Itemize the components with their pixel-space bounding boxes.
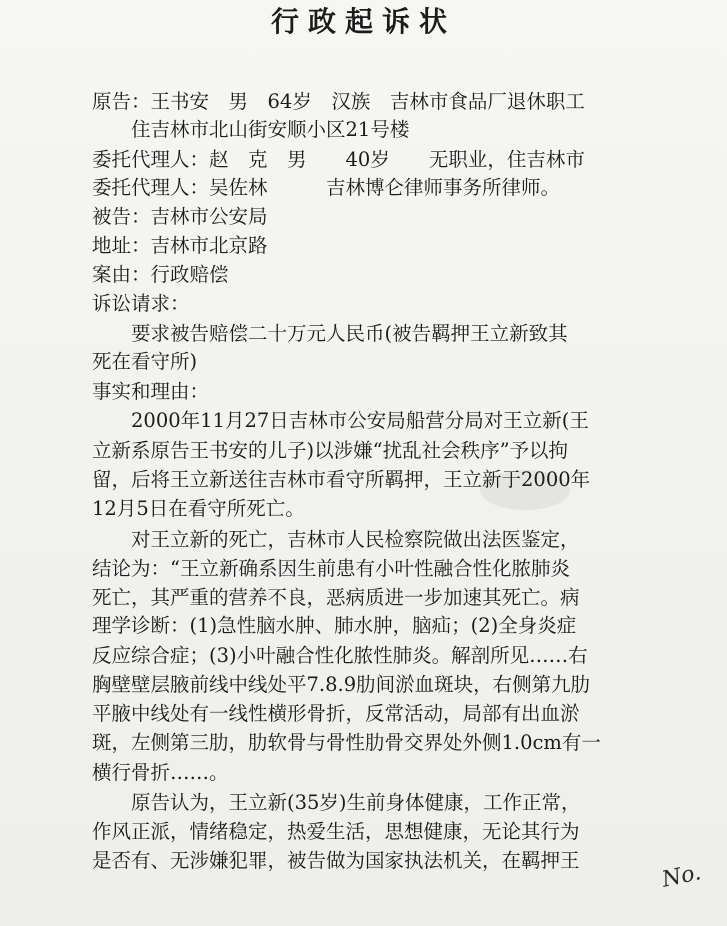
document-title: 行政起诉状 [270,5,456,38]
document-line: 死在看守所) [92,350,198,373]
handwritten-page-mark: No. [659,860,704,893]
document-line: 对王立新的死亡，吉林市人民检察院做出法医鉴定， [92,528,580,551]
document-line: 斑，左侧第三肋，肋软骨与骨性肋骨交界处外侧1.0cm有一 [92,731,601,754]
document-line: 理学诊断：(1)急性脑水肿、肺水肿，脑疝；(2)全身炎症 [92,614,577,637]
document-line: 12月5日在看守所死亡。 [92,497,305,520]
document-line: 案由：行政赔偿 [92,263,229,286]
document-line: 留，后将王立新送往吉林市看守所羁押，王立新于2000年 [92,468,591,491]
document-line: 反应综合症；(3)小叶融合性化脓性肺炎。解剖所见……右 [92,644,588,667]
document-line: 作风正派，情绪稳定，热爱生活，思想健康，无论其行为 [92,820,580,843]
document-line: 委托代理人：吴佐林 吉林博仑律师事务所律师。 [92,176,561,199]
document-line: 要求被告赔偿二十万元人民币(被告羁押王立新致其 [92,322,568,345]
document-line: 事实和理由： [92,380,210,403]
document-line: 原告：王书安 男 64岁 汉族 吉林市食品厂退休职工 [92,90,585,113]
document-line: 委托代理人：赵 克 男 40岁 无职业，住吉林市 [92,148,585,171]
document-line: 胸壁壁层腋前线中线处平7.8.9肋间淤血斑块，右侧第九肋 [92,673,591,696]
document-line: 是否有、无涉嫌犯罪，被告做为国家执法机关，在羁押王 [92,849,580,872]
document-line: 2000年11月27日吉林市公安局船营分局对王立新(王 [92,409,589,432]
document-line: 结论为：“王立新确系因生前患有小叶性融合性化脓肺炎 [92,557,570,580]
document-line: 横行骨折……。 [92,761,229,784]
document-line: 住吉林市北山街安顺小区21号楼 [92,118,410,141]
document-line: 被告：吉林市公安局 [92,205,268,228]
document-line: 立新系原告王书安的儿子)以涉嫌“扰乱社会秩序”予以拘 [92,439,569,462]
document-line: 诉讼请求： [92,292,190,315]
document-line: 原告认为，王立新(35岁)生前身体健康，工作正常， [92,791,581,814]
document-line: 地址：吉林市北京路 [92,234,268,257]
document-line: 死亡，其严重的营养不良，恶病质进一步加速其死亡。病 [92,586,580,609]
document-line: 平腋中线处有一线性横形骨折，反常活动，局部有出血淤 [92,702,580,725]
